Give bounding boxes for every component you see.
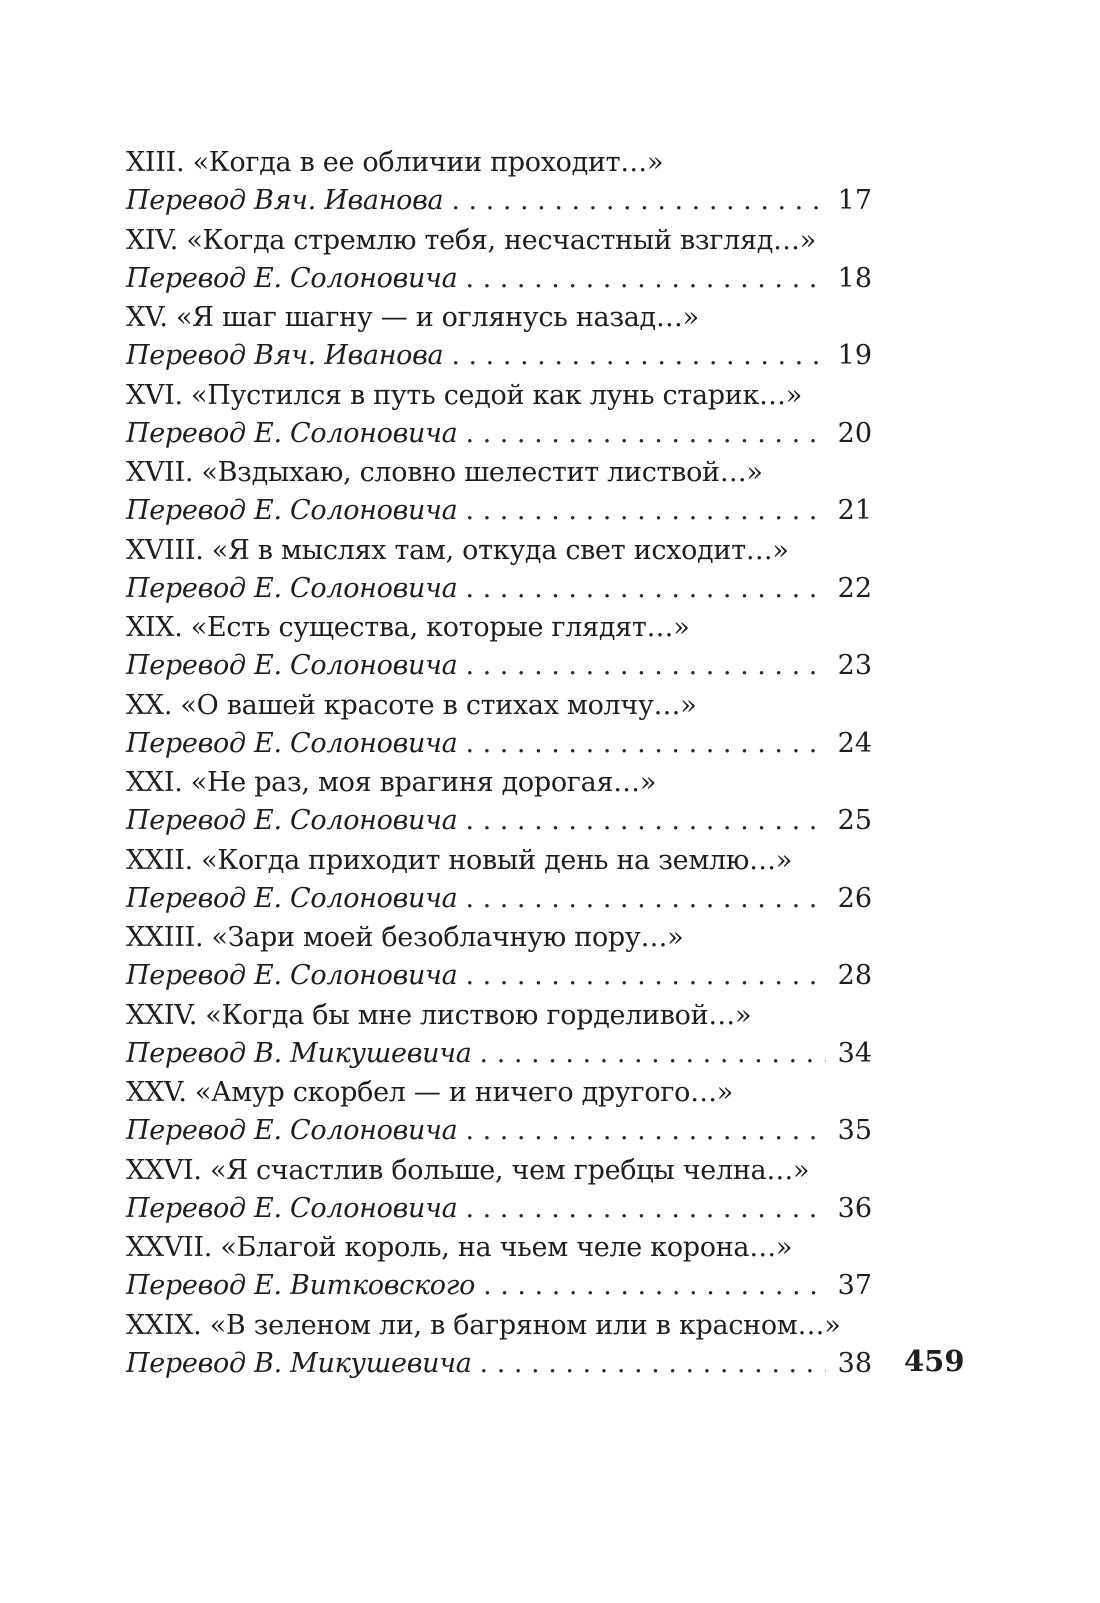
- entry-translator: Перевод Е. Солоновича: [126, 495, 458, 526]
- entry-page-number: 19: [837, 340, 872, 371]
- entry-translator: Перевод Е. Солоновича: [126, 262, 458, 294]
- entry-leader-row: [126, 1345, 872, 1383]
- entry-title: XV. «Я шаг шагну — и оглянусь назад…»: [126, 302, 699, 333]
- toc-entry: [126, 842, 872, 920]
- entry-page-number: 37: [837, 1270, 872, 1301]
- toc-entry: [126, 687, 872, 765]
- entry-page-number: 18: [837, 262, 872, 294]
- entry-translator: Перевод Е. Витковского: [126, 1270, 476, 1301]
- entry-title: XIII. «Когда в ее обличии проходит…»: [126, 147, 664, 178]
- entry-page-number: 35: [837, 1115, 872, 1146]
- toc-entry: [126, 1152, 872, 1230]
- entry-translator: Перевод Е. Солоновича: [126, 727, 458, 759]
- dot-leader: [465, 957, 826, 995]
- entry-translator: Перевод Е. Солоновича: [126, 1115, 458, 1146]
- toc-entry: [126, 1307, 872, 1385]
- entry-leader-row: [126, 1112, 872, 1150]
- toc-entry: [126, 532, 872, 610]
- entry-page-number: 38: [837, 1347, 872, 1379]
- dot-leader: [465, 802, 826, 840]
- toc-entry: [126, 609, 872, 687]
- entry-translator: Перевод Е. Солоновича: [126, 417, 458, 449]
- entry-leader-row: [126, 880, 872, 918]
- entry-page-number: 17: [837, 185, 872, 216]
- entry-leader-row: [126, 1190, 872, 1228]
- entry-leader-row: [126, 182, 872, 220]
- entry-translator: Перевод В. Микушевича: [126, 1037, 472, 1069]
- dot-leader: [465, 492, 826, 530]
- entry-title: XIV. «Когда стремлю тебя, несчастный взгляд…»: [126, 224, 816, 256]
- dot-leader: [480, 1345, 826, 1383]
- dot-leader: [451, 182, 826, 220]
- entry-page-number: 26: [837, 882, 872, 914]
- entry-leader-row: [126, 957, 872, 995]
- entry-title: XXI. «Не раз, моя врагиня дорогая…»: [126, 767, 657, 798]
- entry-title: XXIV. «Когда бы мне листвою горделивой…»: [126, 999, 752, 1031]
- toc-entry: [126, 764, 872, 842]
- dot-leader: [451, 337, 826, 375]
- entry-leader-row: [126, 1035, 872, 1073]
- entry-page-number: 36: [837, 1192, 872, 1224]
- entry-title: XVIII. «Я в мыслях там, откуда свет исходит…»: [126, 534, 789, 566]
- dot-leader: [480, 1035, 826, 1073]
- entry-title: XVI. «Пустился в путь седой как лунь старик…»: [126, 379, 802, 411]
- entry-title: XX. «О вашей красоте в стихах молчу…»: [126, 689, 697, 721]
- toc-entry: [126, 377, 872, 455]
- entry-leader-row: [126, 802, 872, 840]
- entry-leader-row: [126, 337, 872, 375]
- entry-translator: Перевод Е. Солоновича: [126, 1192, 458, 1224]
- entry-title: XXIX. «В зеленом ли, в багряном или в красном…»: [126, 1309, 841, 1341]
- entry-page-number: 25: [837, 805, 872, 836]
- entry-page-number: 24: [837, 727, 872, 759]
- entry-leader-row: [126, 260, 872, 298]
- entry-translator: Перевод Вяч. Иванова: [126, 340, 444, 371]
- entry-title: XIX. «Есть существа, которые глядят…»: [126, 612, 690, 643]
- entry-title: XXVI. «Я счастлив больше, чем гребцы челна…»: [126, 1154, 810, 1186]
- entry-title: XXII. «Когда приходит новый день на землю…»: [126, 844, 793, 876]
- entry-translator: Перевод Е. Солоновича: [126, 960, 458, 991]
- entry-title: XXV. «Амур скорбел — и ничего другого…»: [126, 1077, 733, 1108]
- toc-entry: [126, 299, 872, 377]
- dot-leader: [465, 1112, 826, 1150]
- entry-leader-row: [126, 570, 872, 608]
- toc-entry: [126, 454, 872, 532]
- entry-page-number: 21: [837, 495, 872, 526]
- dot-leader: [465, 260, 826, 298]
- entry-translator: Перевод В. Микушевича: [126, 1347, 472, 1379]
- toc-entry: [126, 1074, 872, 1152]
- entry-page-number: 20: [837, 417, 872, 449]
- entry-page-number: 23: [837, 650, 872, 681]
- entry-translator: Перевод Е. Солоновича: [126, 572, 458, 604]
- entry-page-number: 22: [837, 572, 872, 604]
- table-of-contents: [126, 144, 872, 1384]
- toc-entry: [126, 997, 872, 1075]
- toc-entry: [126, 222, 872, 300]
- entry-leader-row: [126, 492, 872, 530]
- entry-translator: Перевод Вяч. Иванова: [126, 185, 444, 216]
- entry-translator: Перевод Е. Солоновича: [126, 805, 458, 836]
- entry-page-number: 28: [837, 960, 872, 991]
- entry-translator: Перевод Е. Солоновича: [126, 882, 458, 914]
- dot-leader: [483, 1267, 826, 1305]
- entry-leader-row: [126, 725, 872, 763]
- dot-leader: [465, 1190, 826, 1228]
- dot-leader: [465, 570, 826, 608]
- entry-leader-row: [126, 647, 872, 685]
- entry-title: XVII. «Вздыхаю, словно шелестит листвой…»: [126, 457, 763, 488]
- toc-entry: [126, 1229, 872, 1307]
- entry-title: XXIII. «Зари моей безоблачную пору…»: [126, 922, 684, 953]
- entry-translator: Перевод Е. Солоновича: [126, 650, 458, 681]
- dot-leader: [465, 647, 826, 685]
- dot-leader: [465, 725, 826, 763]
- entry-leader-row: [126, 1267, 872, 1305]
- entry-title: XXVII. «Благой король, на чьем челе корона…»: [126, 1232, 793, 1263]
- dot-leader: [465, 415, 826, 453]
- folio-page-number: 459: [904, 1344, 965, 1378]
- toc-entry: [126, 919, 872, 997]
- dot-leader: [465, 880, 826, 918]
- entry-page-number: 34: [837, 1037, 872, 1069]
- entry-leader-row: [126, 415, 872, 453]
- toc-entry: [126, 144, 872, 222]
